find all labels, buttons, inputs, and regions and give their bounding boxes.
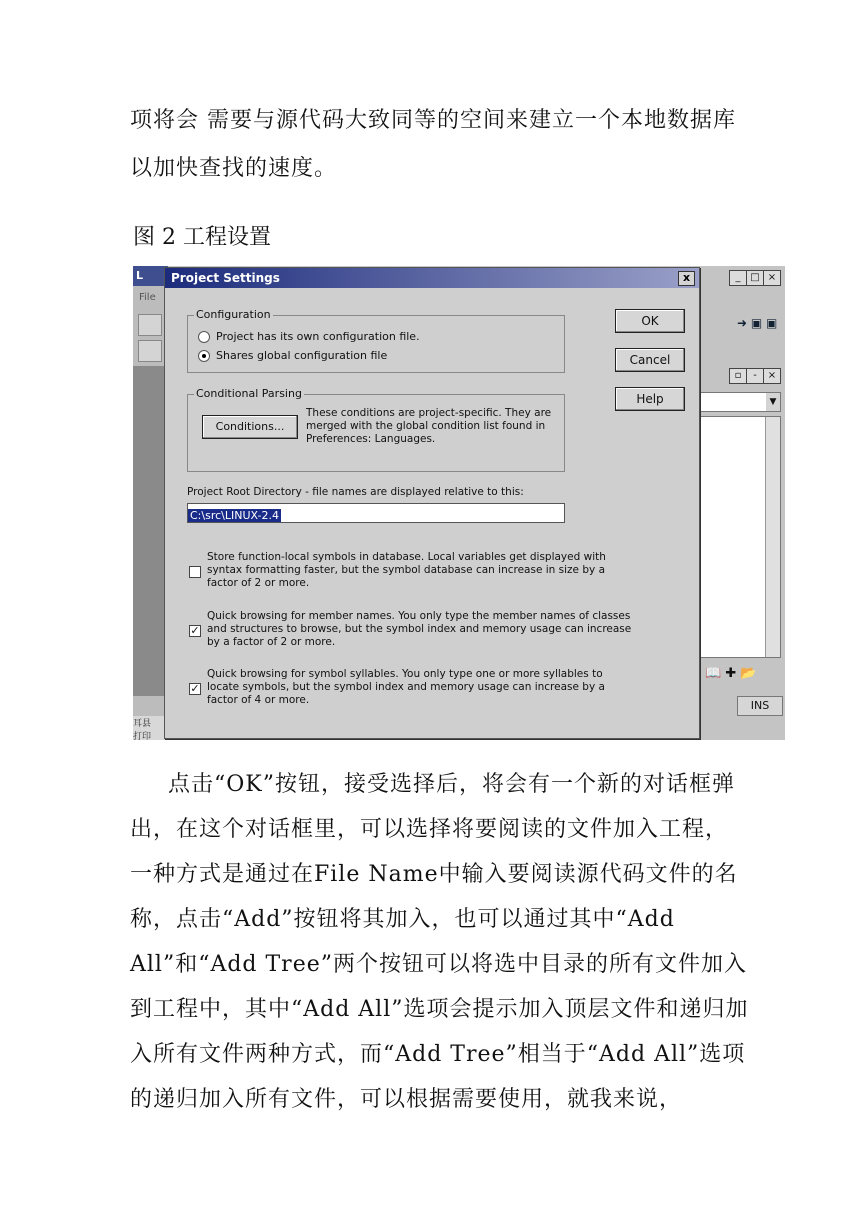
background-statusbar	[133, 716, 168, 740]
conditional-parsing-group	[187, 387, 565, 472]
dialog-title: Project Settings	[171, 271, 280, 285]
figure-caption: 图 2 工程设置	[133, 225, 271, 250]
background-window-title: L	[136, 269, 144, 282]
option-own-config-label: Project has its own configuration file.	[216, 330, 420, 343]
close-icon-2[interactable]: ×	[763, 368, 781, 384]
quick-member-names-checkbox[interactable]: ✓	[190, 624, 200, 637]
status-text-2: 打印	[133, 732, 152, 740]
symbol-list-panel[interactable]	[697, 416, 781, 658]
radio-own-config[interactable]	[198, 331, 210, 343]
radio-shared-config[interactable]	[198, 350, 210, 362]
root-directory-input[interactable]	[187, 503, 565, 523]
close-icon[interactable]: ×	[763, 270, 781, 286]
option-shared-config[interactable]	[198, 349, 387, 362]
store-local-symbols-checkbox[interactable]	[189, 566, 201, 578]
ins-indicator: INS	[737, 696, 783, 716]
quick-syllables-checkbox[interactable]: ✓	[190, 682, 200, 695]
dialog-titlebar[interactable]	[165, 268, 699, 288]
menu-file[interactable]: File	[139, 292, 156, 303]
root-directory-value: C:\src\LINUX-2.4	[190, 509, 279, 522]
option-shared-config-label: Shares global configuration file	[216, 349, 388, 362]
grid-icon[interactable]	[138, 340, 162, 362]
background-workspace	[133, 366, 168, 696]
configuration-group	[187, 308, 565, 373]
symbol-dropdown[interactable]	[697, 392, 781, 412]
conditions-description: These conditions are project-specific. They are merged with the global condition list found in Preferences: Languages.	[306, 407, 552, 445]
maximize-icon[interactable]: □	[746, 270, 764, 286]
configuration-label: Configuration	[196, 308, 271, 321]
minimize-icon[interactable]: _	[729, 270, 747, 286]
quick-syllables-text: Quick browsing for symbol syllables. You only type one or more syllables to locate symbols, but the symbol index and memory usage can increase by a factor of 4 or more.	[207, 668, 605, 706]
background-window-titlebar	[133, 266, 168, 286]
restore-icon[interactable]: ▫	[729, 368, 747, 384]
intro-paragraph: 项将会 需要与源代码大致同等的空间来建立一个本地数据库以加快查找的速度。	[130, 108, 736, 181]
project-settings-screenshot	[133, 266, 785, 740]
conditions-button[interactable]: Conditions...	[202, 415, 298, 439]
chevron-down-icon[interactable]: ▼	[766, 393, 780, 411]
toolbar-icons[interactable]: 📖 ✚ 📂	[705, 666, 757, 681]
ok-button[interactable]: OK	[615, 309, 685, 333]
status-text-1: 耳县	[133, 719, 152, 729]
conditional-parsing-label: Conditional Parsing	[196, 387, 302, 400]
quick-member-names-text: Quick browsing for member names. You only type the member names of classes and structures to browse, but the symbol index and memory usage can increase by a factor of 2 or more.	[207, 610, 632, 648]
cancel-button[interactable]: Cancel	[615, 348, 685, 372]
body-paragraph: 点击“OK”按钮，接受选择后，将会有一个新的对话框弹出，在这个对话框里，可以选择将要阅读的文件加入工程，一种方式是通过在File Name中输入要阅读源代码文件的名称，点击“Add”按钮将其加入，也可以通过其中“Add All”和“Add Tree”两个按钮可以将选中目录的所有文件加入到工程中，其中“Add All”选项会提示加入顶层文件和递归加入所有文件两种方式，而“Add Tree”相当于“Add All”选项的递归加入所有文件，可以根据需要使用，就我来说，	[130, 772, 749, 1112]
help-button[interactable]: Help	[615, 387, 685, 411]
background-window-right	[693, 266, 785, 740]
root-directory-label: Project Root Directory - file names are displayed relative to this:	[187, 486, 524, 498]
option-own-config[interactable]	[198, 330, 420, 343]
dialog-close-button[interactable]: x	[678, 271, 695, 286]
project-settings-dialog	[164, 267, 700, 739]
minimize-icon-2[interactable]: -	[746, 368, 764, 384]
nav-arrows-icon[interactable]: ➜ ▣ ▣	[737, 316, 778, 330]
store-local-symbols-text: Store function-local symbols in database. Local variables get displayed with syntax formatting faster, but the symbol database can increase in size by a factor of 2 or more.	[207, 551, 606, 589]
scrollbar[interactable]	[765, 417, 780, 657]
background-window-left	[133, 266, 168, 740]
new-file-icon[interactable]	[138, 314, 162, 336]
